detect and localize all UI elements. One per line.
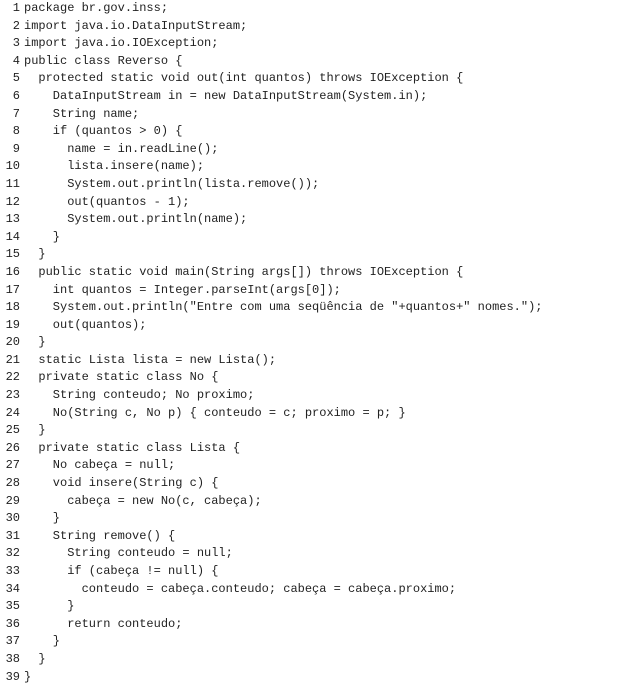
code-line	[0, 669, 625, 686]
code-line	[0, 141, 625, 159]
line-number: 4	[12, 53, 20, 68]
line-code: }	[24, 247, 46, 262]
code-line	[0, 334, 625, 352]
line-number: 16	[5, 264, 20, 279]
line-code: public class Reverso {	[24, 53, 183, 68]
code-line	[0, 563, 625, 581]
line-number: 21	[5, 352, 20, 367]
code-line	[0, 422, 625, 440]
line-number: 25	[5, 423, 20, 438]
line-number: 13	[5, 212, 20, 227]
code-line	[0, 545, 625, 563]
line-number: 35	[5, 599, 20, 614]
line-number: 12	[5, 194, 20, 209]
line-code: conteudo = cabeça.conteudo; cabeça = cabeça.proximo;	[24, 581, 457, 596]
line-code: DataInputStream in = new DataInputStream(System.in);	[24, 88, 428, 103]
code-line	[0, 53, 625, 71]
line-code: static Lista lista = new Lista();	[24, 352, 277, 367]
line-number: 24	[5, 405, 20, 420]
code-line	[0, 246, 625, 264]
line-code: String remove() {	[24, 528, 176, 543]
line-number: 31	[5, 528, 20, 543]
line-code: public static void main(String args[]) throws IOException {	[24, 264, 464, 279]
line-number: 2	[12, 18, 20, 33]
code-line	[0, 633, 625, 651]
line-code: return conteudo;	[24, 616, 183, 631]
code-line	[0, 18, 625, 36]
line-number: 1	[12, 1, 20, 15]
code-line	[0, 0, 625, 18]
line-number: 33	[5, 564, 20, 578]
line-number: 3	[12, 36, 20, 51]
line-code: System.out.println(lista.remove());	[24, 176, 320, 191]
line-code: int quantos = Integer.parseInt(args[0]);	[24, 282, 341, 297]
line-code: }	[24, 634, 61, 649]
code-line	[0, 510, 625, 528]
line-code: String conteudo; No proximo;	[24, 388, 255, 403]
line-code: }	[24, 669, 32, 684]
line-code: cabeça = new No(c, cabeça);	[24, 493, 262, 508]
line-number: 17	[5, 282, 20, 297]
code-line	[0, 35, 625, 53]
line-number: 18	[5, 300, 20, 315]
line-code: private static class No {	[24, 370, 219, 385]
code-line	[0, 176, 625, 194]
line-code: if (quantos > 0) {	[24, 124, 183, 139]
line-code: }	[24, 599, 75, 614]
line-code: }	[24, 511, 61, 526]
line-code: lista.insere(name);	[24, 159, 205, 174]
code-line	[0, 211, 625, 229]
code-line	[0, 493, 625, 511]
line-number: 38	[5, 651, 20, 666]
code-line	[0, 405, 625, 423]
line-code: System.out.println(name);	[24, 212, 248, 227]
line-number: 32	[5, 546, 20, 561]
code-line	[0, 457, 625, 475]
line-number: 29	[5, 493, 20, 508]
line-number: 26	[5, 440, 20, 455]
code-line	[0, 352, 625, 370]
code-line	[0, 282, 625, 300]
code-line	[0, 264, 625, 282]
line-number: 36	[5, 616, 20, 631]
line-code: name = in.readLine();	[24, 141, 219, 156]
line-number: 15	[5, 247, 20, 262]
code-line	[0, 106, 625, 124]
line-number: 22	[5, 370, 20, 385]
line-code: package br.gov.inss;	[24, 1, 169, 15]
code-line	[0, 158, 625, 176]
line-code: String conteudo = null;	[24, 546, 233, 561]
code-line	[0, 581, 625, 599]
line-number: 37	[5, 634, 20, 649]
code-line	[0, 475, 625, 493]
code-line	[0, 387, 625, 405]
code-line	[0, 299, 625, 317]
line-code: String name;	[24, 106, 140, 121]
line-number: 6	[12, 88, 20, 103]
line-code: }	[24, 229, 61, 244]
code-line	[0, 528, 625, 546]
line-number: 34	[5, 581, 20, 596]
code-line	[0, 440, 625, 458]
line-code: import java.io.DataInputStream;	[24, 18, 248, 33]
line-number: 5	[12, 71, 20, 86]
line-code: protected static void out(int quantos) throws IOException {	[24, 71, 464, 86]
code-line	[0, 123, 625, 141]
line-code: out(quantos);	[24, 317, 147, 332]
line-code: }	[24, 423, 46, 438]
line-number: 9	[12, 141, 20, 156]
line-code: No cabeça = null;	[24, 458, 176, 473]
line-number: 7	[12, 106, 20, 121]
line-code: No(String c, No p) { conteudo = c; proximo = p; }	[24, 405, 406, 420]
line-number: 23	[5, 388, 20, 403]
code-line	[0, 70, 625, 88]
line-code: }	[24, 335, 46, 350]
code-line	[0, 616, 625, 634]
code-line	[0, 598, 625, 616]
line-number: 11	[5, 176, 20, 191]
line-number: 30	[5, 511, 20, 526]
line-number: 14	[5, 229, 20, 244]
line-code: if (cabeça != null) {	[24, 564, 219, 578]
line-code: void insere(String c) {	[24, 476, 219, 491]
line-number: 8	[12, 124, 20, 139]
code-line	[0, 88, 625, 106]
line-number: 39	[5, 669, 20, 684]
line-number: 19	[5, 317, 20, 332]
code-line	[0, 229, 625, 247]
code-line	[0, 317, 625, 335]
code-line	[0, 369, 625, 387]
code-line	[0, 194, 625, 212]
line-code: import java.io.IOException;	[24, 36, 219, 51]
line-number: 10	[5, 159, 20, 174]
line-number: 27	[5, 458, 20, 473]
line-number: 20	[5, 335, 20, 350]
line-code: }	[24, 651, 46, 666]
line-code: out(quantos - 1);	[24, 194, 190, 209]
code-line	[0, 651, 625, 669]
line-code: private static class Lista {	[24, 440, 241, 455]
line-code: System.out.println("Entre com uma seqüência de "+quantos+" nomes.");	[24, 300, 543, 315]
line-number: 28	[5, 476, 20, 491]
